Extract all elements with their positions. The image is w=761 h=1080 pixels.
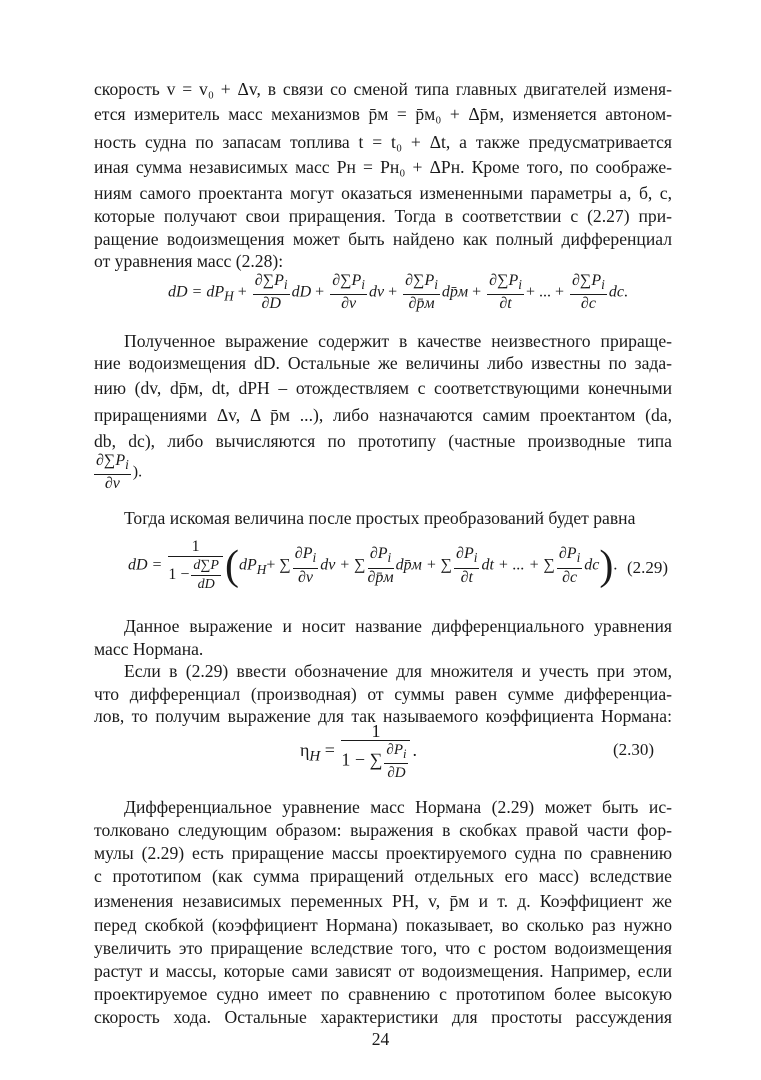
text-line: Полученное выражение содержит в качестве неизвестного прираще-: [124, 331, 672, 351]
text-line: нию (dv, dp̄м, dt, dPH – отождествляем с соответствующими конечными: [94, 378, 672, 398]
text-line: изменения независимых переменных PH, v, p̄м и т. д. Коэффициент же: [94, 891, 672, 911]
text-line: мулы (2.29) есть приращение массы проектируемого судна по сравнению: [94, 843, 672, 863]
text-line: растут и массы, которые сами зависят от водоизмещения. Например, если: [94, 961, 672, 981]
text-line: ность судна по запасам топлива t = t₀ + Δt, а также предусматривается: [94, 132, 672, 152]
text-line: Данное выражение и носит название дифференциального уравнения: [124, 616, 672, 636]
text-line: иная сумма независимых масс Pн = Pн₀ + ΔPн. Кроме того, по соображе-: [94, 157, 672, 177]
text-line: масс Нормана.: [94, 639, 204, 659]
page-number: 24: [371, 1029, 390, 1049]
text-line: ние водоизмещения dD. Остальные же величины либо известны по зада-: [94, 353, 672, 373]
equation-number: (2.30): [613, 740, 655, 759]
text-line: db, dc), либо вычисляются по прототипу (частные производные типа: [94, 431, 672, 451]
text-line: приращениями Δv, Δ p̄м ...), либо назначаются самим проектантом (da,: [94, 405, 672, 425]
equation-number: (2.29): [627, 558, 669, 577]
equation-2-30: $\eta_H$ = 1 1 − ∑ $\frac{\partial P_i}{\partial D}$ .: [300, 721, 417, 781]
text-line: что дифференциал (производная) от суммы равен сумме дифференциа-: [94, 684, 672, 704]
text-line: которые получают свои приращения. Тогда в соответствии с (2.27) при-: [94, 206, 672, 226]
equation-total-differential: dD = $dP_H$ + $\frac{\partial\sum P_i}{\partial D}$ dD + $\frac{\partial\sum P_i}{\partial v}$ dv + $\frac{\partial\sum P_i}{\partial p̄м}$ dp̄м + $\frac{\partial\sum P_i}{\partial t}$ + ... + $\frac{\partial\sum P_i}{\partial c}$ dc.: [168, 272, 628, 313]
inline-partial-derivative: $\frac{\partial\sum P_i}{\partial v}$ ).: [96, 452, 143, 493]
text-line: ется измеритель масс механизмов p̄м = p̄м₀ + Δp̄м, изменяется автоном-: [94, 104, 672, 124]
text-line: с прототипом (как сумма приращений отдельных его масс) вследствие: [94, 866, 672, 886]
text-line: перед скобкой (коэффициент Нормана) показывает, во сколько раз нужно: [94, 915, 672, 935]
text-line: от уравнения масс (2.28):: [94, 251, 284, 271]
text-line: скорость хода. Остальные характеристики для простоты рассуждения: [94, 1007, 672, 1027]
text-line: скорость v = v₀ + Δv, в связи со сменой типа главных двигателей изменя-: [94, 79, 672, 99]
text-line: Тогда искомая величина после простых преобразований будет равна: [124, 508, 636, 528]
text-line: увеличить это приращение вследствие того, что с ростом водоизмещения: [94, 938, 672, 958]
text-line: ращение водоизмещения может быть найдено как полный дифференциал: [94, 229, 672, 249]
text-line: Если в (2.29) ввести обозначение для множителя и учесть при этом,: [124, 661, 672, 681]
text-line: Дифференциальное уравнение масс Нормана (2.29) может быть ис-: [124, 797, 672, 817]
text-line: толковано следующим образом: выражения в скобках правой части фор-: [94, 820, 672, 840]
text-line: проектируемое судно имеет по сравнению с прототипом более высокую: [94, 984, 672, 1004]
equation-2-29: dD = 1 1 − $\frac{d\sum P}{dD}$ ($dP_H+$ ∑ $\frac{\partial P_i}{\partial v}$ dv + ∑ $\frac{\partial P_i}{\partial p̄м}$ dp̄м + ∑ $\frac{\partial P_i}{\partial t}$ dt + ... + ∑ $\frac{\partial P_i}{\partial c}$ dc).: [128, 538, 618, 592]
text-line: ниям самого проектанта могут оказаться измененными параметры а, б, с,: [94, 183, 672, 203]
text-line: лов, то получим выражение для так называемого коэффициента Нормана:: [94, 706, 672, 726]
